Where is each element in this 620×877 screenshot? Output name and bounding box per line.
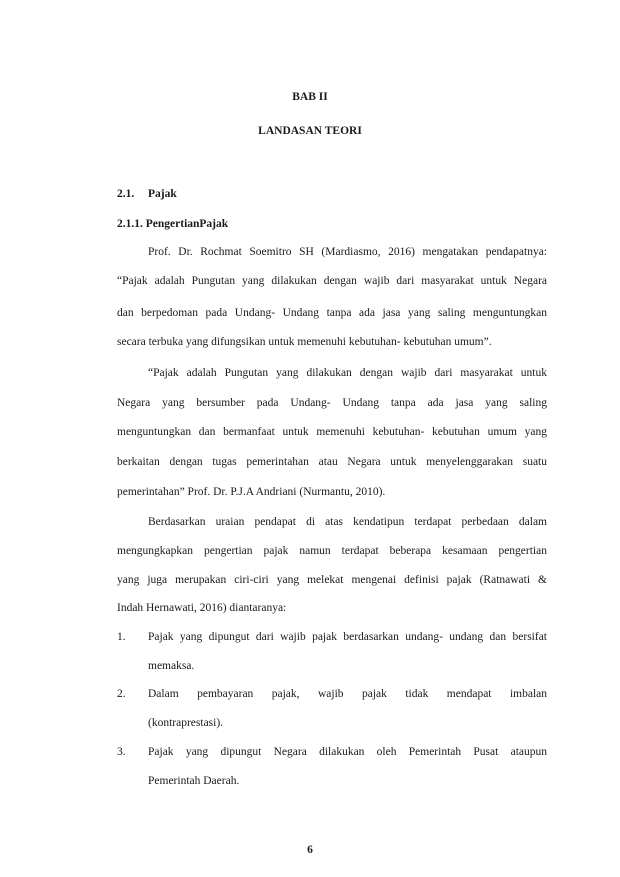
paragraph-2-line-2: Negara yang bersumber pada Undang- Undang tanpa ada jasa yang saling [117, 397, 547, 409]
chapter-number: BAB II [292, 91, 328, 103]
section-number: 2.1. [117, 188, 135, 200]
list-item-2-number: 2. [117, 688, 126, 700]
list-item-3-number: 3. [117, 746, 126, 758]
paragraph-2-line-3: menguntungkan dan bermanfaat untuk memenuhi kebutuhan- kebutuhan umum yang [117, 426, 547, 438]
paragraph-2-line-1: “Pajak adalah Pungutan yang dilakukan dengan wajib dari masyarakat untuk [148, 367, 547, 379]
subsection-heading: 2.1.1. PengertianPajak [117, 218, 229, 230]
chapter-title: LANDASAN TEORI [258, 125, 362, 137]
list-item-3-line-1: Pajak yang dipungut Negara dilakukan oleh Pemerintah Pusat ataupun [148, 746, 547, 758]
paragraph-1-line-2: “Pajak adalah Pungutan yang dilakukan dengan wajib dari masyarakat untuk Negara [117, 275, 547, 287]
page-number: 6 [307, 844, 313, 856]
paragraph-1-line-3: dan berpedoman pada Undang- Undang tanpa ada jasa yang saling menguntungkan [117, 307, 547, 319]
paragraph-1-line-4: secara terbuka yang difungsikan untuk memenuhi kebutuhan- kebutuhan umum”. [117, 336, 492, 348]
list-item-1-number: 1. [117, 631, 126, 643]
paragraph-3-line-4: Indah Hernawati, 2016) diantaranya: [117, 602, 287, 614]
list-item-2-line-2: (kontraprestasi). [148, 717, 224, 729]
paragraph-3-line-3: yang juga merupakan ciri-ciri yang melekat mengenai definisi pajak (Ratnawati & [117, 574, 547, 586]
list-item-1-line-1: Pajak yang dipungut dari wajib pajak berdasarkan undang- undang dan bersifat [148, 631, 547, 643]
section-title: Pajak [148, 188, 177, 200]
list-item-3-line-2: Pemerintah Daerah. [148, 775, 240, 787]
paragraph-2-line-5: pemerintahan” Prof. Dr. P.J.A Andriani (Nurmantu, 2010). [117, 486, 386, 498]
list-item-1-line-2: memaksa. [148, 660, 195, 672]
paragraph-1-line-1: Prof. Dr. Rochmat Soemitro SH (Mardiasmo, 2016) mengatakan pendapatnya: [148, 246, 547, 258]
paragraph-3-line-1: Berdasarkan uraian pendapat di atas kendatipun terdapat perbedaan dalam [148, 516, 547, 528]
paragraph-3-line-2: mengungkapkan pengertian pajak namun terdapat beberapa kesamaan pengertian [117, 545, 547, 557]
list-item-2-line-1: Dalam pembayaran pajak, wajib pajak tidak mendapat imbalan [148, 688, 547, 700]
paragraph-2-line-4: berkaitan dengan tugas pemerintahan atau Negara untuk menyelenggarakan suatu [117, 456, 547, 468]
